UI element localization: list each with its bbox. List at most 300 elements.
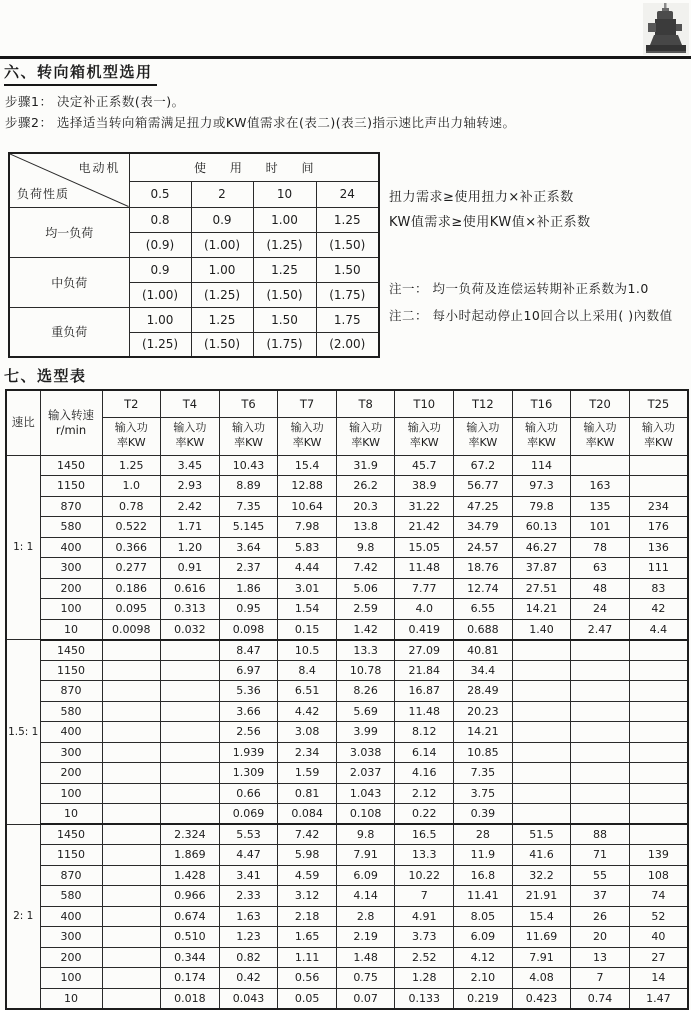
power-value-cell: 8.89 — [219, 476, 278, 497]
selection-row — [6, 783, 688, 804]
power-value-cell: 0.423 — [512, 988, 571, 1009]
coeff-cell: 1.50 — [316, 257, 379, 282]
coeff-cell: (1.25) — [253, 232, 316, 257]
power-value-cell: 0.366 — [102, 537, 161, 558]
power-value-cell: 28 — [454, 824, 513, 845]
usage-time-header: 使 用 时 间 — [129, 153, 379, 181]
power-value-cell — [102, 681, 161, 702]
power-value-cell: 0.688 — [454, 619, 513, 640]
power-value-cell: 13.3 — [336, 640, 395, 661]
power-value-cell: 3.73 — [395, 927, 454, 948]
input-power-subheader-line: 输入功 — [407, 421, 441, 435]
power-value-cell: 24.57 — [454, 537, 513, 558]
power-value-cell: 234 — [629, 496, 688, 517]
power-value-cell: 0.186 — [102, 578, 161, 599]
power-value-cell: 3.45 — [161, 455, 220, 476]
power-value-cell: 5.69 — [336, 701, 395, 722]
power-value-cell: 51.5 — [512, 824, 571, 845]
power-value-cell: 15.4 — [512, 906, 571, 927]
power-value-cell: 40 — [629, 927, 688, 948]
power-value-cell — [102, 988, 161, 1009]
power-value-cell — [512, 681, 571, 702]
power-value-cell: 7.91 — [512, 947, 571, 968]
gearbox-icon — [643, 3, 689, 55]
power-value-cell: 7.91 — [336, 845, 395, 866]
model-header-T20: T20 — [571, 390, 630, 417]
power-value-cell: 6.97 — [219, 660, 278, 681]
rpm-cell: 100 — [40, 599, 102, 620]
corner-label-load-type: 负荷性质 — [17, 186, 70, 201]
rpm-unit-label: r/min — [55, 422, 87, 437]
input-power-subheader-line: 输入功 — [290, 421, 324, 435]
input-speed-column-header — [40, 390, 102, 455]
power-value-cell — [102, 865, 161, 886]
power-value-cell: 21.42 — [395, 517, 454, 538]
selection-row — [6, 742, 688, 763]
selection-row — [6, 476, 688, 497]
power-value-cell: 14.21 — [454, 722, 513, 743]
power-value-cell — [161, 640, 220, 661]
power-value-cell: 5.06 — [336, 578, 395, 599]
power-value-cell: 0.15 — [278, 619, 337, 640]
model-header-T4: T4 — [161, 390, 220, 417]
power-value-cell — [571, 681, 630, 702]
power-value-cell: 6.51 — [278, 681, 337, 702]
gearbox-product-photo — [643, 3, 689, 55]
input-power-subheader — [629, 417, 688, 455]
selection-row — [6, 906, 688, 927]
rpm-cell: 1150 — [40, 660, 102, 681]
selection-row — [6, 845, 688, 866]
power-value-cell — [571, 455, 630, 476]
power-value-cell — [629, 455, 688, 476]
power-value-cell: 2.34 — [278, 742, 337, 763]
rpm-cell: 1450 — [40, 640, 102, 661]
power-value-cell: 21.91 — [512, 886, 571, 907]
power-value-cell: 3.41 — [219, 865, 278, 886]
input-power-subheader-line: 率KW — [116, 436, 146, 449]
rpm-cell: 1450 — [40, 455, 102, 476]
power-value-cell: 1.47 — [629, 988, 688, 1009]
rpm-cell: 10 — [40, 804, 102, 825]
input-power-subheader-line: 率KW — [175, 436, 205, 449]
power-value-cell: 0.018 — [161, 988, 220, 1009]
torque-formula: 扭力需求≥使用扭力×补正系数 — [389, 190, 574, 205]
power-value-cell: 0.522 — [102, 517, 161, 538]
model-header-T7: T7 — [278, 390, 337, 417]
selection-row — [6, 701, 688, 722]
power-value-cell: 1.86 — [219, 578, 278, 599]
power-value-cell: 3.12 — [278, 886, 337, 907]
input-power-subheader-line: 输入功 — [641, 421, 675, 435]
coeff-cell: 1.00 — [129, 307, 191, 332]
input-power-subheader-line: 输入功 — [466, 421, 500, 435]
power-value-cell — [161, 783, 220, 804]
rpm-cell: 580 — [40, 886, 102, 907]
load-label-heavy: 重负荷 — [9, 307, 129, 357]
power-value-cell — [571, 763, 630, 784]
coeff-cell: 1.75 — [316, 307, 379, 332]
input-power-subheader — [395, 417, 454, 455]
rpm-cell: 100 — [40, 968, 102, 989]
power-value-cell: 16.87 — [395, 681, 454, 702]
power-value-cell — [512, 783, 571, 804]
selection-row — [6, 660, 688, 681]
coeff-cell: 0.8 — [129, 207, 191, 232]
power-value-cell: 0.78 — [102, 496, 161, 517]
power-value-cell — [102, 722, 161, 743]
power-value-cell: 2.93 — [161, 476, 220, 497]
power-value-cell: 1.428 — [161, 865, 220, 886]
coeff-cell: 1.50 — [253, 307, 316, 332]
selection-row — [6, 804, 688, 825]
model-header-T16: T16 — [512, 390, 571, 417]
power-value-cell: 5.83 — [278, 537, 337, 558]
input-power-subheader — [512, 417, 571, 455]
power-value-cell: 34.4 — [454, 660, 513, 681]
power-value-cell: 28.49 — [454, 681, 513, 702]
power-value-cell — [571, 660, 630, 681]
power-value-cell — [629, 722, 688, 743]
power-value-cell: 0.095 — [102, 599, 161, 620]
selection-row — [6, 599, 688, 620]
power-value-cell: 0.75 — [336, 968, 395, 989]
rpm-cell: 300 — [40, 558, 102, 579]
power-value-cell: 11.69 — [512, 927, 571, 948]
power-value-cell: 10.85 — [454, 742, 513, 763]
model-header-T2: T2 — [102, 390, 161, 417]
power-value-cell: 27.09 — [395, 640, 454, 661]
input-power-subheader-line: 率KW — [234, 436, 263, 449]
power-value-cell — [161, 660, 220, 681]
power-value-cell: 3.08 — [278, 722, 337, 743]
power-value-cell: 9.8 — [336, 824, 395, 845]
power-value-cell: 4.59 — [278, 865, 337, 886]
power-value-cell: 2.42 — [161, 496, 220, 517]
power-value-cell: 6.14 — [395, 742, 454, 763]
power-value-cell: 2.37 — [219, 558, 278, 579]
power-value-cell: 0.82 — [219, 947, 278, 968]
power-value-cell: 16.5 — [395, 824, 454, 845]
coeff-cell: 1.25 — [191, 307, 253, 332]
power-value-cell: 20 — [571, 927, 630, 948]
selection-row — [6, 537, 688, 558]
power-value-cell: 38.9 — [395, 476, 454, 497]
power-value-cell: 1.869 — [161, 845, 220, 866]
model-header-T25: T25 — [629, 390, 688, 417]
power-value-cell — [102, 763, 161, 784]
power-value-cell — [102, 640, 161, 661]
input-power-subheader — [571, 417, 630, 455]
rpm-cell: 10 — [40, 619, 102, 640]
selection-row — [6, 722, 688, 743]
coeff-cell: (1.75) — [316, 282, 379, 307]
note-1: 注一： 均一负荷及连偿运转期补正系数为1.0 — [389, 281, 649, 296]
power-value-cell — [512, 660, 571, 681]
coeff-cell: (1.50) — [191, 332, 253, 357]
power-value-cell: 0.277 — [102, 558, 161, 579]
rpm-cell: 100 — [40, 783, 102, 804]
power-value-cell: 13.8 — [336, 517, 395, 538]
input-power-subheader-line: 输入功 — [583, 421, 617, 435]
power-value-cell: 2.10 — [454, 968, 513, 989]
power-value-cell: 2.33 — [219, 886, 278, 907]
power-value-cell: 0.22 — [395, 804, 454, 825]
power-value-cell: 4.16 — [395, 763, 454, 784]
power-value-cell — [102, 927, 161, 948]
power-value-cell: 114 — [512, 455, 571, 476]
power-value-cell: 27 — [629, 947, 688, 968]
selection-row — [6, 496, 688, 517]
power-value-cell — [629, 681, 688, 702]
power-value-cell: 7 — [395, 886, 454, 907]
power-value-cell: 48 — [571, 578, 630, 599]
rpm-cell: 580 — [40, 701, 102, 722]
input-power-subheader-line: 输入功 — [173, 421, 207, 435]
selection-row — [6, 927, 688, 948]
power-value-cell: 4.47 — [219, 845, 278, 866]
selection-row — [6, 619, 688, 640]
power-value-cell — [629, 640, 688, 661]
power-value-cell: 14 — [629, 968, 688, 989]
power-value-cell: 31.22 — [395, 496, 454, 517]
power-value-cell — [102, 701, 161, 722]
selection-row — [6, 558, 688, 579]
power-value-cell — [161, 742, 220, 763]
power-value-cell — [571, 701, 630, 722]
power-value-cell — [629, 824, 688, 845]
speed-ratio-label: 2: 1 — [6, 824, 40, 1009]
power-value-cell: 7.35 — [454, 763, 513, 784]
power-value-cell: 5.145 — [219, 517, 278, 538]
power-value-cell: 2.19 — [336, 927, 395, 948]
power-value-cell: 71 — [571, 845, 630, 866]
power-value-cell — [629, 476, 688, 497]
power-value-cell: 4.91 — [395, 906, 454, 927]
input-power-subheader-line: 率KW — [292, 436, 322, 449]
power-value-cell: 0.108 — [336, 804, 395, 825]
model-header-T10: T10 — [395, 390, 454, 417]
step2-text: 步骤2： 选择适当转向箱需满足扭力或KW值需求在(表二)(表三)指示速比声出力轴转速。 — [5, 115, 516, 130]
power-value-cell — [629, 660, 688, 681]
coeff-cell: (1.00) — [129, 282, 191, 307]
power-value-cell: 0.66 — [219, 783, 278, 804]
power-value-cell: 12.88 — [278, 476, 337, 497]
power-value-cell: 8.26 — [336, 681, 395, 702]
power-value-cell: 0.91 — [161, 558, 220, 579]
power-value-cell: 27.51 — [512, 578, 571, 599]
power-value-cell: 6.55 — [454, 599, 513, 620]
input-power-subheader-line: 输入功 — [524, 421, 558, 435]
input-power-subheader-line: 率KW — [351, 436, 381, 449]
power-value-cell: 0.419 — [395, 619, 454, 640]
power-value-cell — [571, 804, 630, 825]
section6-title: 六、转向箱机型选用 — [4, 61, 157, 86]
power-value-cell: 83 — [629, 578, 688, 599]
power-value-cell: 52 — [629, 906, 688, 927]
power-value-cell: 10.78 — [336, 660, 395, 681]
coeff-cell: (1.00) — [191, 232, 253, 257]
section7-title: 七、选型表 — [4, 367, 87, 385]
power-value-cell: 0.069 — [219, 804, 278, 825]
rpm-cell: 200 — [40, 578, 102, 599]
power-value-cell: 13.3 — [395, 845, 454, 866]
power-value-cell: 139 — [629, 845, 688, 866]
power-value-cell — [102, 968, 161, 989]
power-value-cell: 0.42 — [219, 968, 278, 989]
power-value-cell: 13 — [571, 947, 630, 968]
power-value-cell: 7 — [571, 968, 630, 989]
power-value-cell: 31.9 — [336, 455, 395, 476]
power-value-cell: 4.4 — [629, 619, 688, 640]
power-value-cell — [161, 763, 220, 784]
power-value-cell: 176 — [629, 517, 688, 538]
rpm-cell: 870 — [40, 496, 102, 517]
power-value-cell: 1.63 — [219, 906, 278, 927]
coeff-cell: (1.25) — [191, 282, 253, 307]
power-value-cell: 74 — [629, 886, 688, 907]
model-selection-table — [5, 389, 689, 1010]
power-value-cell: 37.87 — [512, 558, 571, 579]
input-power-subheader-line: 率KW — [468, 436, 498, 449]
power-value-cell — [102, 824, 161, 845]
rpm-cell: 200 — [40, 947, 102, 968]
power-value-cell — [161, 681, 220, 702]
power-value-cell: 0.966 — [161, 886, 220, 907]
power-value-cell: 9.8 — [336, 537, 395, 558]
power-value-cell: 7.77 — [395, 578, 454, 599]
power-value-cell: 45.7 — [395, 455, 454, 476]
power-value-cell: 4.14 — [336, 886, 395, 907]
rpm-cell: 300 — [40, 927, 102, 948]
selection-row — [6, 947, 688, 968]
selection-row — [6, 865, 688, 886]
input-power-subheader — [336, 417, 395, 455]
power-value-cell: 1.20 — [161, 537, 220, 558]
rpm-cell: 580 — [40, 517, 102, 538]
power-value-cell: 5.53 — [219, 824, 278, 845]
power-value-cell: 0.344 — [161, 947, 220, 968]
power-value-cell: 0.05 — [278, 988, 337, 1009]
power-value-cell: 2.037 — [336, 763, 395, 784]
power-value-cell: 37 — [571, 886, 630, 907]
power-value-cell: 0.81 — [278, 783, 337, 804]
selection-row — [6, 517, 688, 538]
input-power-subheader-line: 率KW — [527, 436, 556, 449]
power-value-cell: 97.3 — [512, 476, 571, 497]
input-power-subheader-line: 输入功 — [349, 421, 383, 435]
power-value-cell: 18.76 — [454, 558, 513, 579]
power-value-cell: 1.42 — [336, 619, 395, 640]
power-value-cell: 10.43 — [219, 455, 278, 476]
power-value-cell: 6.09 — [336, 865, 395, 886]
power-value-cell: 1.65 — [278, 927, 337, 948]
power-value-cell: 1.0 — [102, 476, 161, 497]
power-value-cell: 32.2 — [512, 865, 571, 886]
power-value-cell: 0.510 — [161, 927, 220, 948]
selection-row — [6, 455, 688, 476]
coeff-cell: (2.00) — [316, 332, 379, 357]
power-value-cell: 8.47 — [219, 640, 278, 661]
power-value-cell: 2.18 — [278, 906, 337, 927]
coeff-cell: (1.50) — [316, 232, 379, 257]
power-value-cell — [571, 722, 630, 743]
power-value-cell: 2.324 — [161, 824, 220, 845]
rpm-cell: 400 — [40, 537, 102, 558]
power-value-cell: 0.313 — [161, 599, 220, 620]
power-value-cell: 0.133 — [395, 988, 454, 1009]
power-value-cell: 136 — [629, 537, 688, 558]
power-value-cell: 40.81 — [454, 640, 513, 661]
power-value-cell — [512, 742, 571, 763]
coeff-cell: 1.00 — [253, 207, 316, 232]
power-value-cell: 2.56 — [219, 722, 278, 743]
power-value-cell — [571, 742, 630, 763]
power-value-cell: 108 — [629, 865, 688, 886]
rpm-cell: 1450 — [40, 824, 102, 845]
power-value-cell: 1.28 — [395, 968, 454, 989]
coeff-cell: 1.25 — [316, 207, 379, 232]
power-value-cell — [512, 701, 571, 722]
rpm-cell: 400 — [40, 906, 102, 927]
input-power-subheader-line: 率KW — [644, 436, 673, 449]
power-value-cell: 4.44 — [278, 558, 337, 579]
power-value-cell: 0.174 — [161, 968, 220, 989]
coeff-cell: 0.9 — [191, 207, 253, 232]
power-value-cell: 101 — [571, 517, 630, 538]
power-value-cell: 6.09 — [454, 927, 513, 948]
power-value-cell — [161, 804, 220, 825]
power-value-cell — [102, 742, 161, 763]
power-value-cell: 0.07 — [336, 988, 395, 1009]
power-value-cell — [512, 804, 571, 825]
power-value-cell: 79.8 — [512, 496, 571, 517]
selection-row — [6, 578, 688, 599]
power-value-cell: 4.08 — [512, 968, 571, 989]
power-value-cell: 7.98 — [278, 517, 337, 538]
power-value-cell: 0.0098 — [102, 619, 161, 640]
power-value-cell: 60.13 — [512, 517, 571, 538]
power-value-cell — [512, 640, 571, 661]
note-2: 注二： 每小时起动停止10回合以上采用( )內数值 — [389, 308, 673, 323]
power-value-cell: 55 — [571, 865, 630, 886]
power-value-cell: 3.01 — [278, 578, 337, 599]
power-value-cell: 1.939 — [219, 742, 278, 763]
input-power-subheader — [278, 417, 337, 455]
rpm-cell: 200 — [40, 763, 102, 784]
power-value-cell — [629, 763, 688, 784]
power-value-cell: 42 — [629, 599, 688, 620]
usage-col-1: 2 — [191, 181, 253, 207]
power-value-cell — [629, 742, 688, 763]
power-value-cell: 2.47 — [571, 619, 630, 640]
rpm-cell: 1150 — [40, 476, 102, 497]
input-power-subheader-line: 率KW — [409, 436, 439, 449]
load-label-medium: 中负荷 — [9, 257, 129, 307]
coeff-cell: (1.25) — [129, 332, 191, 357]
coeff-cell: 1.25 — [253, 257, 316, 282]
power-value-cell: 11.9 — [454, 845, 513, 866]
power-value-cell: 10.5 — [278, 640, 337, 661]
power-value-cell: 12.74 — [454, 578, 513, 599]
power-value-cell — [571, 783, 630, 804]
power-value-cell: 26 — [571, 906, 630, 927]
power-value-cell: 15.05 — [395, 537, 454, 558]
power-value-cell — [102, 783, 161, 804]
input-power-subheader — [161, 417, 220, 455]
power-value-cell: 1.23 — [219, 927, 278, 948]
step1-text: 步骤1： 决定补正系数(表一)。 — [5, 94, 185, 109]
